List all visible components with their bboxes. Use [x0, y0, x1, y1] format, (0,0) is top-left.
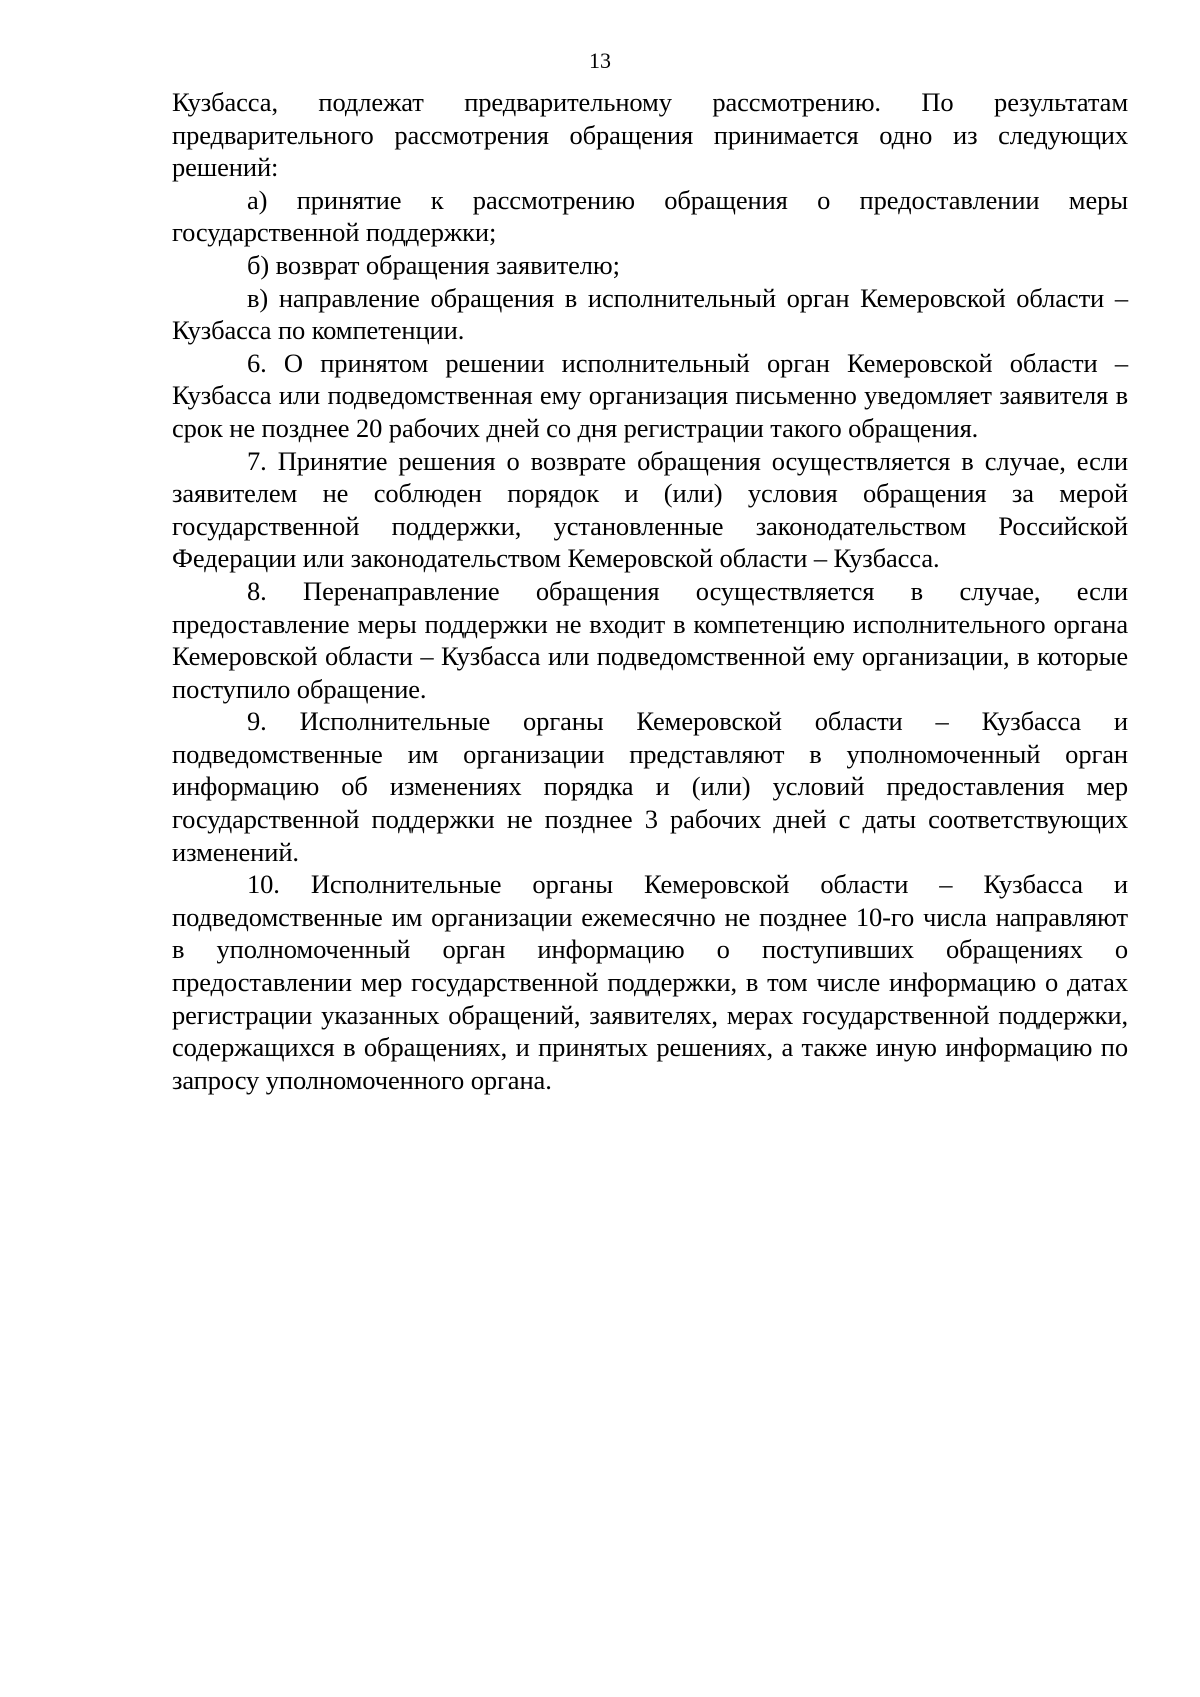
paragraph-item-10: 10. Исполнительные органы Кемеровской области – Кузбасса и подведомственные им организации ежемесячно не позднее 10-го числа направляют в уполномоченный орган информацию о поступивших обращениях о предоставлении мер государственной поддержки, в том числе информацию о датах регистрации указанных обращений, заявителях, мерах государственной поддержки, содержащихся в обращениях, и принятых решениях, а также иную информацию по запросу уполномоченного органа. [172, 869, 1128, 1095]
paragraph-option-a: а) принятие к рассмотрению обращения о предоставлении меры государственной поддержки; [172, 184, 1128, 248]
paragraph-continuation: Кузбасса, подлежат предварительному рассмотрению. По результатам предварительного рассмотрения обращения принимается одно из следующих решений: [172, 87, 1128, 183]
document-body [172, 86, 1128, 1096]
paragraph-item-6: 6. О принятом решении исполнительный орган Кемеровской области – Кузбасса или подведомственная ему организация письменно уведомляет заявителя в срок не позднее 20 рабочих дней со дня регистрации такого обращения. [172, 347, 1128, 443]
paragraph-item-8: 8. Перенаправление обращения осуществляется в случае, если предоставление меры поддержки не входит в компетенцию исполнительного органа Кемеровской области – Кузбасса или подведомственной ему организации, в которые поступило обращение. [172, 575, 1128, 704]
page-number: 13 [589, 48, 611, 73]
paragraph-option-b: б) возврат обращения заявителю; [247, 249, 620, 280]
paragraph-item-9: 9. Исполнительные органы Кемеровской области – Кузбасса и подведомственные им организации представляют в уполномоченный орган информацию об изменениях порядка и (или) условий предоставления мер государственной поддержки не позднее 3 рабочих дней с даты соответствующих изменений. [172, 706, 1128, 867]
paragraph-item-7: 7. Принятие решения о возврате обращения осуществляется в случае, если заявителем не соблюден порядок и (или) условия обращения за мерой государственной поддержки, установленные законодательством Российской Федерации или законодательством Кемеровской области – Кузбасса. [172, 445, 1128, 574]
paragraph-option-v: в) направление обращения в исполнительный орган Кемеровской области – Кузбасса по компетенции. [172, 282, 1128, 346]
